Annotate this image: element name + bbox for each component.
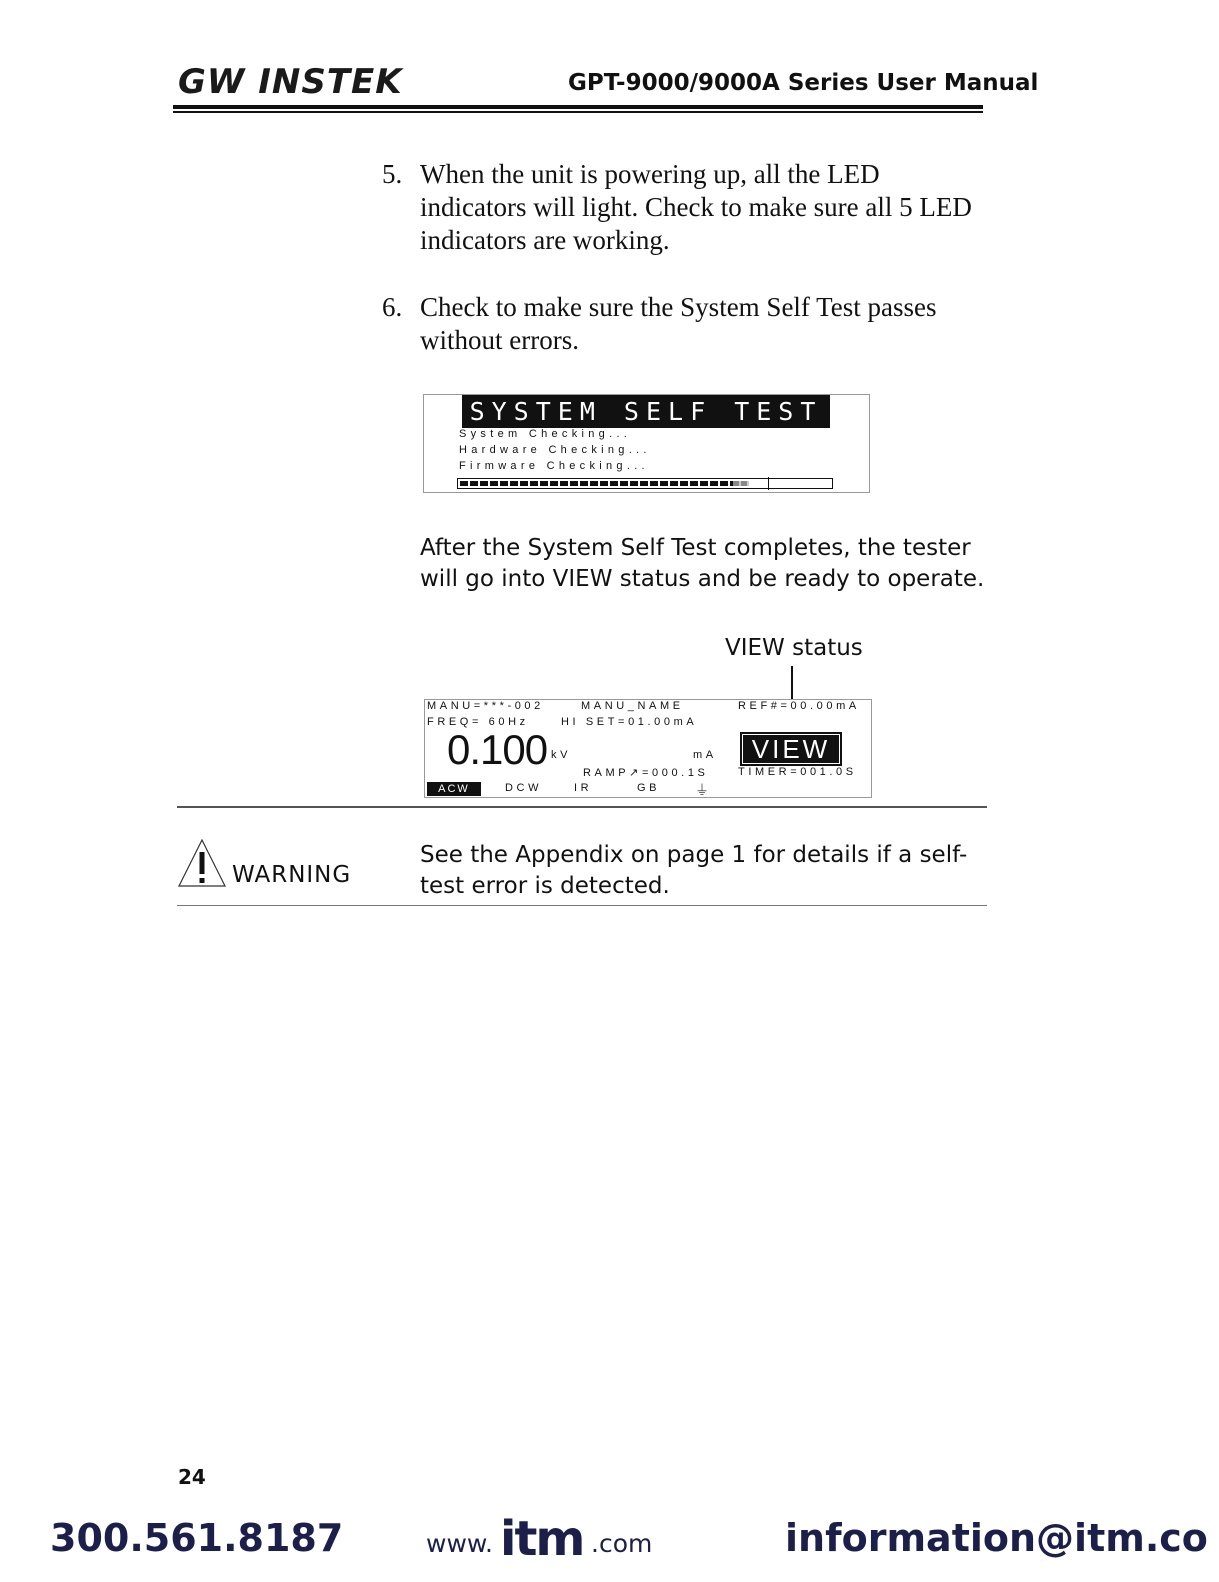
footer-com: .com bbox=[591, 1529, 653, 1558]
self-test-title: SYSTEM SELF TEST bbox=[464, 397, 828, 426]
warning-text: See the Appendix on page 1 for details if a self-test error is detected. bbox=[420, 842, 968, 899]
step-5-text: When the unit is powering up, all the LED indicators will light. Check to make sure all 5 LED indicators are working. bbox=[420, 159, 972, 255]
view-status-callout: VIEW status bbox=[725, 635, 863, 661]
footer-www: www. bbox=[426, 1529, 493, 1558]
step-5-number: 5. bbox=[382, 159, 403, 189]
view-status-badge: VIEW bbox=[742, 734, 840, 764]
timer-field: TIMER=001.0S bbox=[738, 766, 857, 778]
voltage-readout: 0.100 bbox=[447, 726, 548, 773]
mode-ir: IR bbox=[574, 782, 593, 794]
warning-rule-top bbox=[177, 806, 987, 808]
hardware-checking-line: Hardware Checking... bbox=[459, 444, 651, 456]
self-test-screen bbox=[423, 394, 870, 493]
after-self-test-text: After the System Self Test completes, the tester will go into VIEW status and be ready to operate. bbox=[420, 535, 985, 592]
header-rule-thick bbox=[173, 105, 983, 109]
mode-gb: GB bbox=[637, 782, 661, 794]
ramp-field: RAMP↗=000.1S bbox=[583, 767, 709, 779]
step-6-number: 6. bbox=[382, 292, 403, 322]
view-status-screen bbox=[424, 699, 872, 798]
progress-marker bbox=[768, 477, 769, 490]
warning-icon bbox=[177, 838, 227, 893]
ref-field: REF#=00.00mA bbox=[738, 700, 860, 712]
hi-set-field: HI SET=01.00mA bbox=[561, 716, 698, 728]
mode-acw: ACW bbox=[427, 782, 481, 796]
firmware-checking-line: Firmware Checking... bbox=[459, 460, 649, 472]
page-number: 24 bbox=[178, 1465, 206, 1489]
warning-label: WARNING bbox=[232, 862, 352, 888]
current-unit: mA bbox=[693, 749, 717, 761]
self-test-progress-bar bbox=[457, 478, 833, 489]
warning-rule-bottom bbox=[177, 905, 987, 906]
step-6-text: Check to make sure the System Self Test passes without errors. bbox=[420, 292, 937, 355]
ground-icon: ⏚ bbox=[695, 782, 709, 798]
manu-field: MANU=***-002 bbox=[427, 700, 544, 712]
header-rule-thin bbox=[173, 111, 983, 113]
footer-email: information@itm.co bbox=[785, 1516, 1208, 1560]
itm-logo: itm bbox=[500, 1511, 584, 1567]
voltage-unit: kV bbox=[551, 749, 572, 761]
mode-dcw: DCW bbox=[505, 782, 543, 794]
freq-field: FREQ= 60Hz bbox=[427, 716, 529, 728]
gw-instek-logo: GW INSTEK bbox=[178, 62, 403, 102]
manu-name-field: MANU_NAME bbox=[581, 700, 684, 712]
manual-title: GPT-9000/9000A Series User Manual bbox=[568, 70, 1039, 96]
progress-fill bbox=[460, 481, 733, 486]
system-checking-line: System Checking... bbox=[459, 428, 632, 440]
progress-tail bbox=[733, 481, 749, 486]
footer-phone: 300.561.8187 bbox=[50, 1516, 344, 1560]
